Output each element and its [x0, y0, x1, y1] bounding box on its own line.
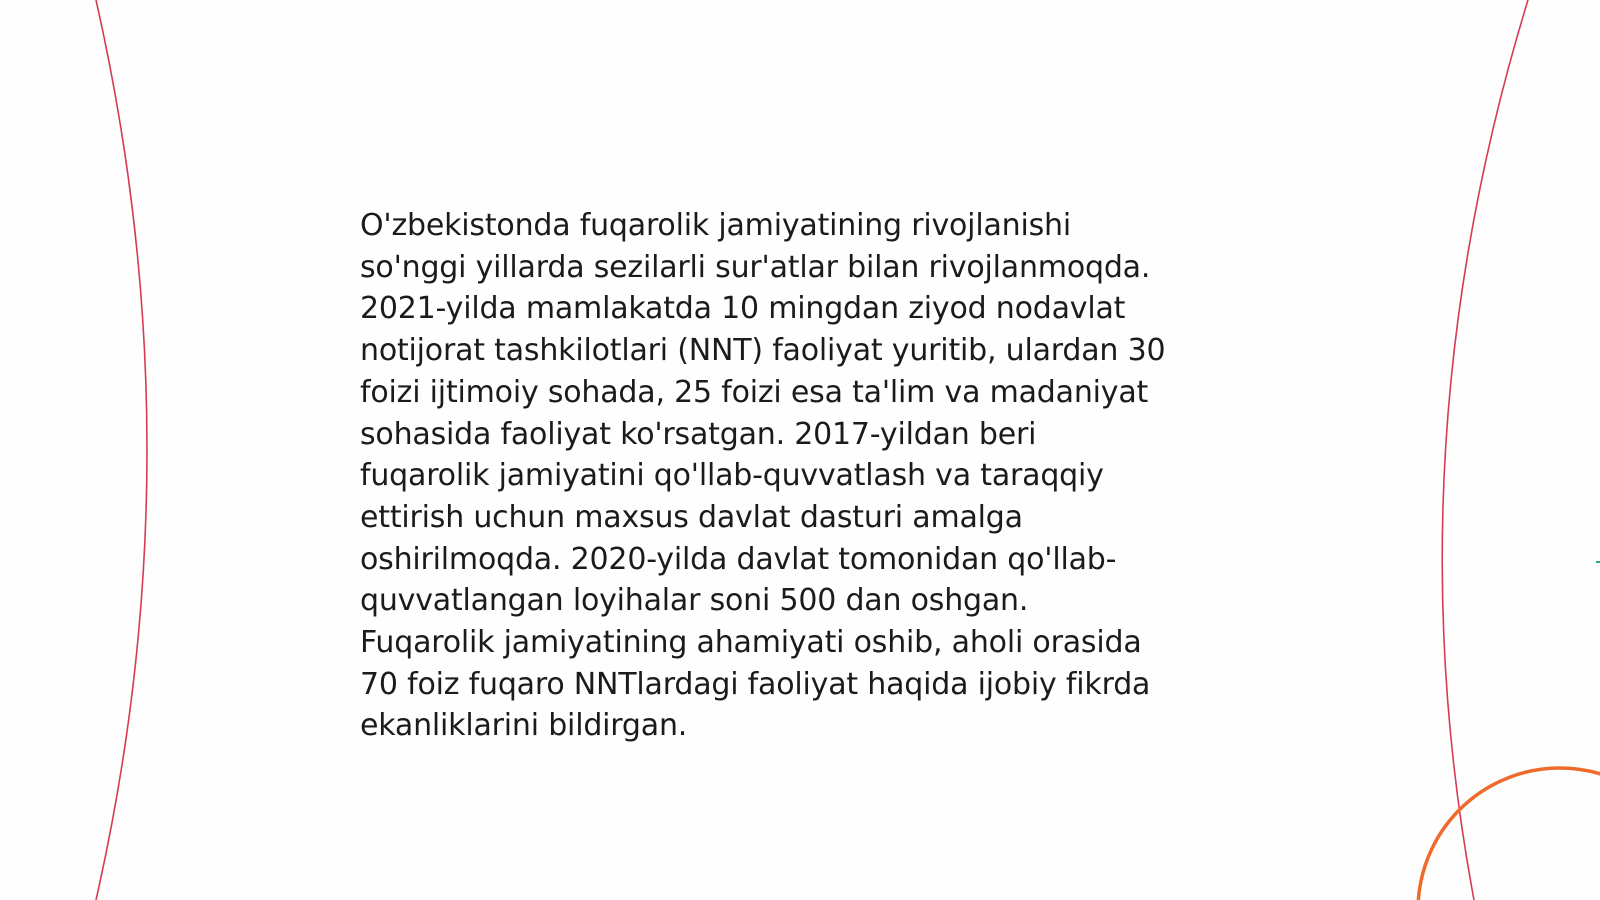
paragraph-line: foizi ijtimoiy sohada, 25 foizi esa ta'lim va madaniyat: [360, 374, 1149, 410]
paragraph-line: fuqarolik jamiyatini qo'llab-quvvatlash va taraqqiy: [360, 458, 1104, 494]
paragraph-line: O'zbekistonda fuqarolik jamiyatining rivojlanishi: [360, 208, 1071, 243]
paragraph-line: quvvatlangan loyihalar soni 500 dan oshgan.: [360, 583, 1029, 619]
right-curve-line: [1442, 0, 1528, 900]
paragraph-line: 2021-yilda mamlakatda 10 mingdan ziyod nodavlat: [360, 291, 1126, 327]
paragraph-line: sohasida faoliyat ko'rsatgan. 2017-yildan beri: [360, 416, 1037, 452]
paragraph-line: so'nggi yillarda sezilarli sur'atlar bilan rivojlanmoqda.: [360, 249, 1151, 285]
paragraph-line: notijorat tashkilotlari (NNT) faoliyat yuritib, ulardan 30: [360, 333, 1166, 369]
paragraph-line: ekanliklarini bildirgan.: [360, 708, 688, 744]
paragraph-line: Fuqarolik jamiyatining ahamiyati oshib, aholi orasida: [360, 625, 1142, 661]
paragraph-line: oshirilmoqda. 2020-yilda davlat tomonidan qo'llab-: [360, 541, 1117, 577]
paragraph-line: 70 foiz fuqaro NNTlardagi faoliyat haqida ijobiy fikrda: [360, 666, 1151, 702]
orange-arc: [1418, 768, 1600, 900]
left-curve-line: [96, 0, 147, 900]
body-paragraph: [360, 205, 1265, 747]
paragraph-line: ettirish uchun maxsus davlat dasturi amalga: [360, 499, 1023, 535]
